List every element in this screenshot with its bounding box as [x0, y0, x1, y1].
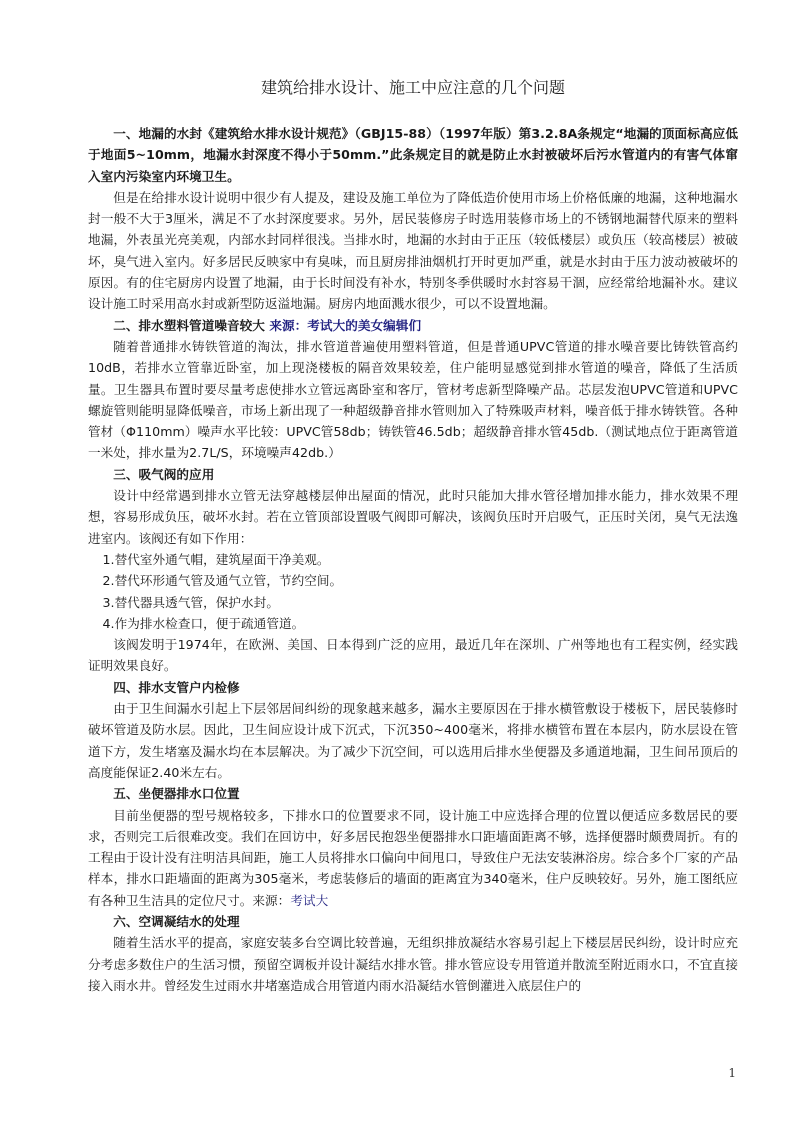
section-5-heading: 五、坐便器排水口位置 — [113, 786, 240, 802]
section-3-list-item: 3.替代器具透气管，保护水封。 — [102, 594, 279, 610]
section-3-paragraph: 设计中经常遇到排水立管无法穿越楼层伸出屋面的情况，此时只能加大排水管径增加排水能力，排水效果不理想，容易形成负压，破坏水封。若在立管顶部设置吸气阀即可解决，该阀负压时开启吸气，正压时关闭，臭气无法逸进室内。该阀还有如下作用： — [88, 488, 738, 546]
section-4-paragraph: 由于卫生间漏水引起上下层邻居间纠纷的现象越来越多，漏水主要原因在于排水横管敷设于楼板下，居民装修时破坏管道及防水层。因此，卫生间应设计成下沉式，下沉350~400毫米，将排水横管布置在本层内，防水层设在管道下方，发生堵塞及漏水均在本层解决。为了减少下沉空间，可以选用后排水坐便器及多通道地漏，卫生间吊顶后的高度能保证2.40米左右。 — [88, 701, 738, 780]
section-2-heading — [88, 315, 738, 336]
document-title: 建筑给排水设计、施工中应注意的几个问题 — [260, 78, 565, 97]
section-3-list-item: 1.替代室外通气帽，建筑屋面干净美观。 — [102, 551, 330, 567]
section-5-text: 目前坐便器的型号规格较多，下排水口的位置要求不同，设计施工中应选择合理的位置以便适应多数居民的要求，否则完工后很难改变。我们在回访中，好多居民抱怨坐便器排水口距墙面距离不够，选择便器时颇费周折。有的工程由于设计没有注明洁具间距，施工人员将排水口偏向中间甩口，导致住户无法安装淋浴房。综合多个厂家的产品样本，排水口距墙面的距离为305毫米，考虑装修后的墙面的距离宜为340毫米，住户反映较好。另外，施工图纸应有各种卫生洁具的定位尺寸。来源： — [88, 807, 738, 908]
section-5-paragraph — [88, 805, 738, 911]
source-link[interactable]: 考试大 — [290, 892, 329, 908]
section-3-list-item: 4.作为排水检查口，便于疏通管道。 — [102, 615, 305, 631]
section-6-paragraph: 随着生活水平的提高，家庭安装多台空调比较普遍，无组织排放凝结水容易引起上下楼层居民纠纷，设计时应充分考虑多数住户的生活习惯，预留空调板并设计凝结水排水管。排水管应设专用管道并散流至附近雨水口，不宜直接接入雨水井。曾经发生过雨水井堵塞造成合用管道内雨水沿凝结水管倒灌进入底层住户的 — [88, 935, 738, 993]
section-2-paragraph: 随着普通排水铸铁管道的淘汰，排水管道普遍使用塑料管道，但是普通UPVC管道的排水噪音要比铸铁管高约10dB，若排水立管靠近卧室，加上现浇楼板的隔音效果较差，住户能明显感觉到排水管道的噪音，降低了生活质量。卫生器具布置时要尽量考虑使排水立管远离卧室和客厅，管材考虑新型降噪产品。芯层发泡UPVC管道和UPVC螺旋管则能明显降低噪音，市场上新出现了一种超级静音排水管则加入了特殊吸声材料，噪音低于排水铸铁管。各种管材（Φ110mm）噪声水平比较：UPVC管58db；铸铁管46.5db；超级静音排水管45db.（测试地点位于距离管道一米处，排水量为2.7L/S，环境噪声42db.） — [88, 338, 738, 461]
section-1-heading: 一、地漏的水封《建筑给水排水设计规范》（GBJ15-88）（1997年版）第3.2.8A条规定“地漏的顶面标高应低于地面5~10mm，地漏水封深度不得小于50mm.”此条规定目的就是防止水封被破坏后污水管道内的有害气体窜入室内污染室内环境卫生。 — [88, 126, 738, 184]
document-body — [88, 78, 738, 996]
section-2-title: 二、排水塑料管道噪音较大 — [113, 317, 265, 333]
section-4-heading: 四、排水支管户内检修 — [113, 679, 240, 695]
page-number: 1 — [728, 1066, 736, 1080]
section-2-source: 来源：考试大的美女编辑们 — [269, 317, 422, 333]
section-3-list-item: 2.替代环形通气管及通气立管，节约空间。 — [102, 573, 343, 589]
section-1-paragraph: 但是在给排水设计说明中很少有人提及，建设及施工单位为了降低造价使用市场上价格低廉的地漏，这种地漏水封一般不大于3厘米，满足不了水封深度要求。另外，居民装修房子时选用装修市场上的不锈钢地漏替代原来的塑料地漏，外表虽光亮美观，内部水封同样很浅。当排水时，地漏的水封由于正压（较低楼层）或负压（较高楼层）被破坏，臭气进入室内。好多居民反映家中有臭味，而且厨房排油烟机打开时更加严重，就是水封由于压力波动被破坏的原因。有的住宅厨房内设置了地漏，由于长时间没有补水，特别冬季供暖时水封容易干涸，应经常给地漏补水。建议设计施工时采用高水封或新型防返溢地漏。厨房内地面溅水很少，可以不设置地漏。 — [88, 189, 738, 312]
section-3-closing-paragraph: 该阀发明于1974年，在欧洲、美国、日本得到广泛的应用，最近几年在深圳、广州等地也有工程实例，经实践证明效果良好。 — [88, 637, 738, 674]
section-3-heading: 三、吸气阀的应用 — [113, 466, 215, 482]
section-6-heading: 六、空调凝结水的处理 — [113, 913, 240, 929]
